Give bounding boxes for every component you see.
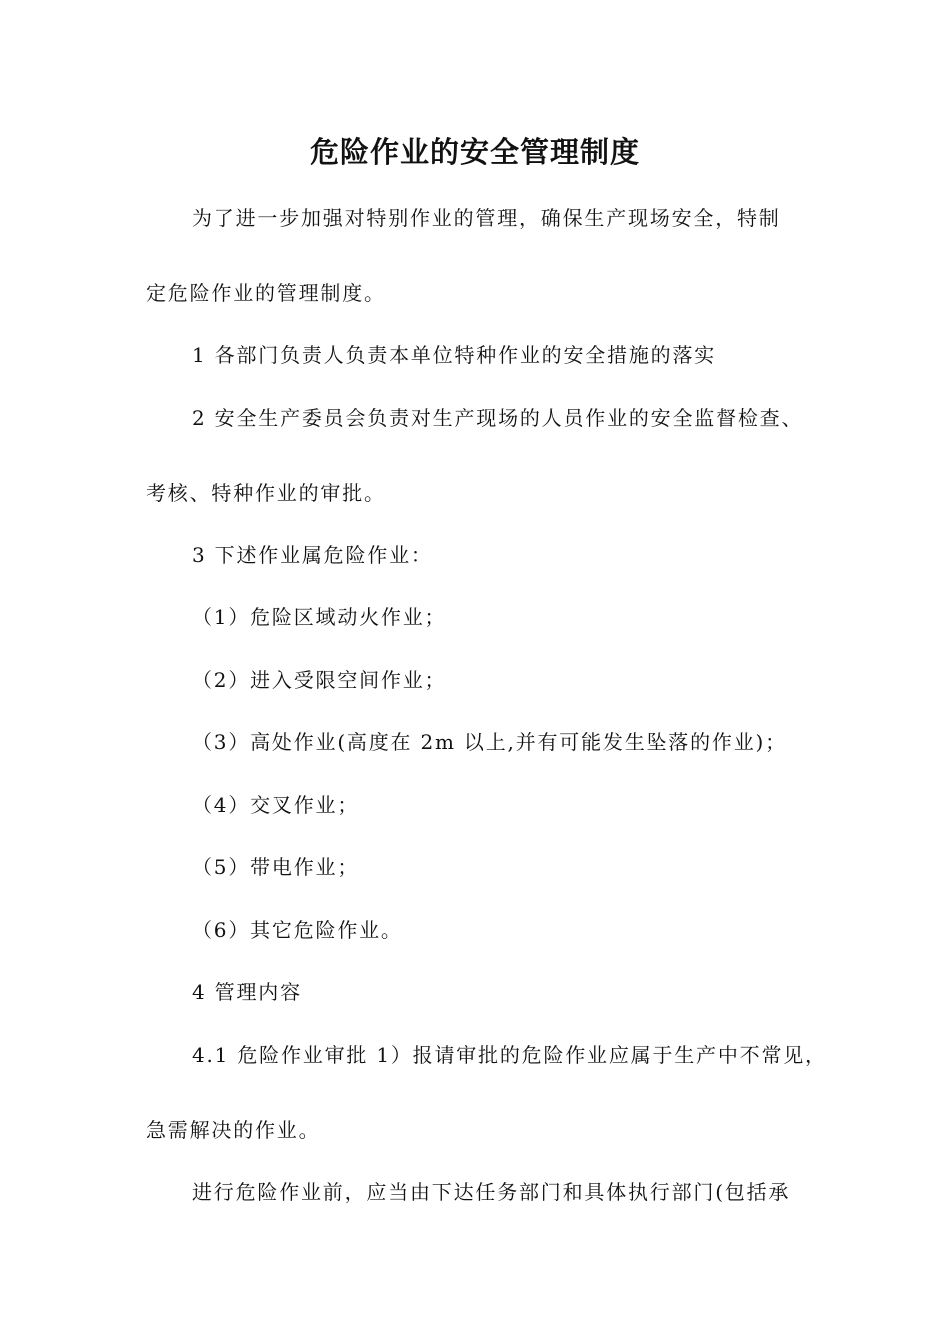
document-title: 危险作业的安全管理制度 [309, 135, 640, 169]
paragraph-line: 4.1 危险作业审批 1）报请审批的危险作业应属于生产中不常见， [192, 1043, 827, 1067]
list-item: （6）其它危险作业。 [192, 918, 403, 942]
list-item: （1）危险区域动火作业； [192, 605, 447, 629]
paragraph-line: 1 各部门负责人负责本单位特种作业的安全措施的落实 [192, 343, 717, 367]
section-heading: 4 管理内容 [192, 980, 302, 1004]
paragraph-line: 2 安全生产委员会负责对生产现场的人员作业的安全监督检查、 [192, 406, 804, 430]
paragraph-line: 定危险作业的管理制度。 [146, 281, 386, 305]
paragraph-line: 考核、特种作业的审批。 [146, 481, 386, 505]
paragraph-line: 进行危险作业前，应当由下达任务部门和具体执行部门(包括承 [192, 1180, 791, 1204]
paragraph-line: 3 下述作业属危险作业： [192, 543, 433, 567]
list-item: （5）带电作业； [192, 855, 360, 879]
list-item: （4）交叉作业； [192, 793, 360, 817]
paragraph-line: 急需解决的作业。 [146, 1118, 321, 1142]
paragraph-line: 为了进一步加强对特别作业的管理，确保生产现场安全，特制 [192, 206, 781, 230]
list-item: （3）高处作业(高度在 2m 以上,并有可能发生坠落的作业)； [192, 730, 787, 754]
list-item: （2）进入受限空间作业； [192, 668, 447, 692]
